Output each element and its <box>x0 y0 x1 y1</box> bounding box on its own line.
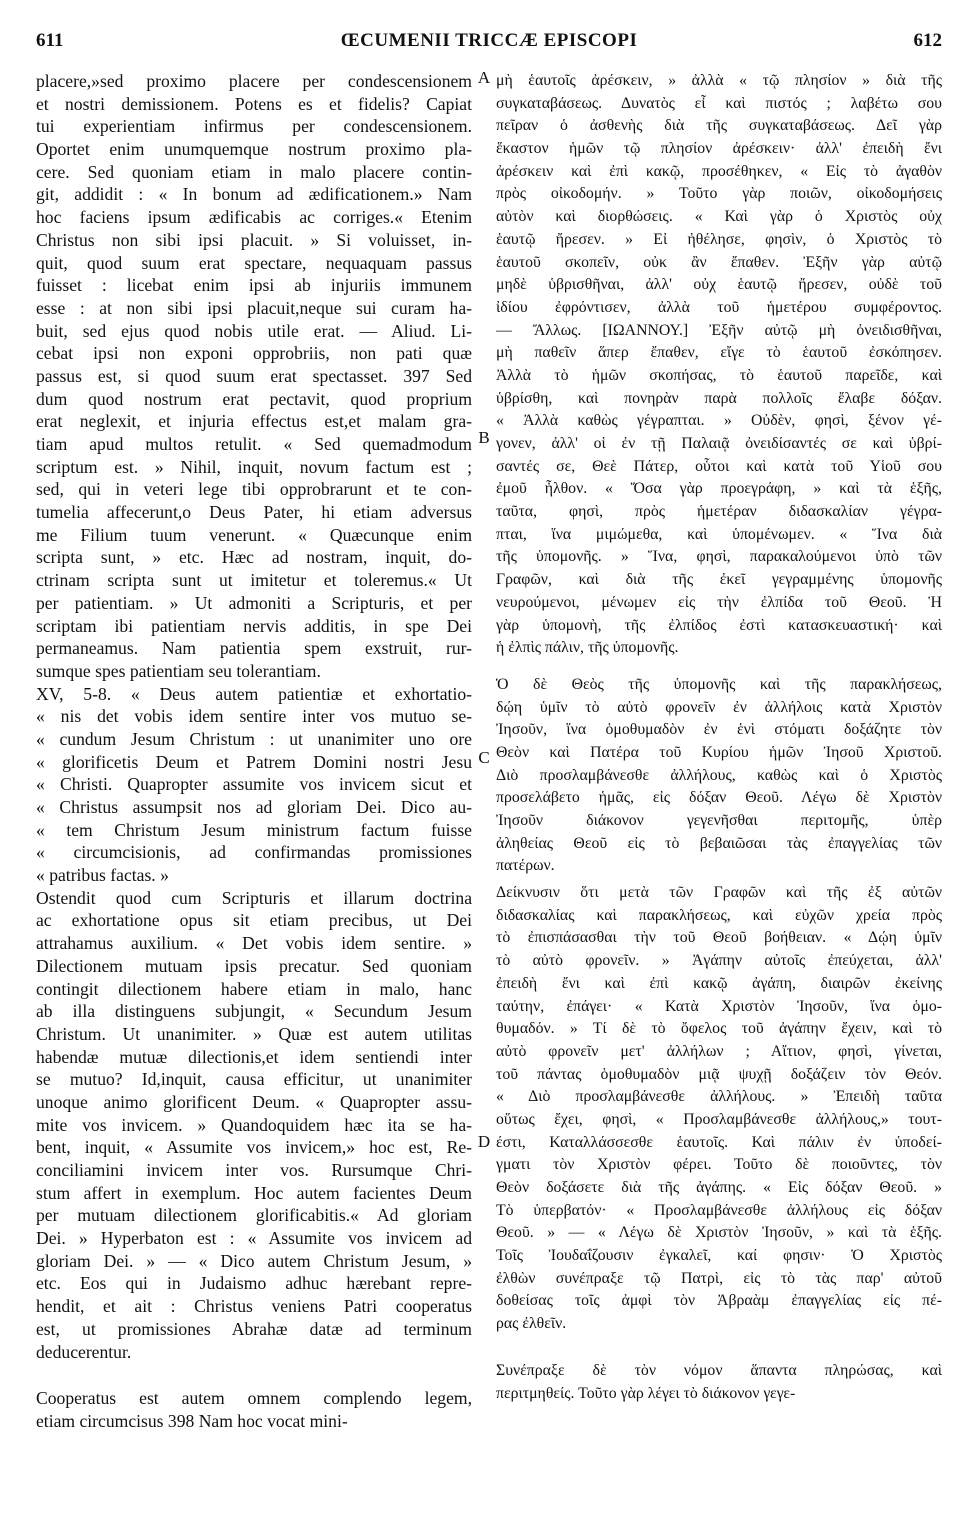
text-line: scripta sunt, » etc. Hæc ad nostram, inquit, do- <box>36 547 472 568</box>
text-line: ἰδίου ἐφρόντισεν, ἀλλὰ τοῦ ἡμετέρου συμφέροντος. <box>496 298 942 316</box>
text-line: mite vos invicem. » Quandoquidem hæc ita se ha- <box>36 1114 472 1135</box>
text-line: sed, qui in veteri lege tibi opprobrarunt et te con- <box>36 479 472 500</box>
latin-block-1 <box>36 70 472 683</box>
text-line: ταύτην, ἐπάγει· « Κατὰ Χριστὸν Ἰησοῦν, ἵνα ὁμο- <box>496 997 942 1015</box>
text-line: πται, ἵνα μιμώμεθα, καὶ ὑπομένωμεν. « Ἵνα διὰ <box>496 525 942 543</box>
greek-block-gap-1 <box>496 660 942 674</box>
text-line: se mutuo? Id,inquit, causa efficitur, ut unanimiter <box>36 1069 472 1090</box>
latin-column <box>36 70 472 1433</box>
text-line: ἐλθὼν συνέπραξε τῷ Πατρὶ, εἰς τὸ τὰς παρ' αὐτοῦ <box>496 1269 942 1287</box>
text-line: ctrinam scripta sunt ut imitetur et toleremus.« Ut <box>36 570 472 591</box>
text-line: ἑαυτοῦ σκοπεῖν, οὐκ ἂν ἔπαθεν. Ἐξῆν γὰρ αὐτῷ <box>496 253 942 271</box>
text-line: gloriam Dei. » — « Dico autem Christum Jesum, » <box>36 1250 472 1271</box>
text-line: Τοῖς Ἰουδαΐζουσιν ἐγκαλεῖ, καί φησιν· Ὁ Χριστὸς <box>496 1247 942 1265</box>
text-line: συγκαταβάσεως. Δυνατὸς εἶ καὶ πιστός ; λαβέτω σου <box>496 94 942 112</box>
text-line: etiam circumcisus 398 Nam hoc vocat mini- <box>36 1410 348 1431</box>
text-line: per patientiam. » Ut admoniti a Scripturis, et per <box>36 592 472 613</box>
text-line: scriptum est. » Nihil, inquit, novum factum est ; <box>36 456 472 477</box>
text-line: πατέρων. <box>496 857 555 875</box>
text-line: ὑβρίσθη, καὶ πονηρὰν παρὰ πολλοῖς ἔλαβε δόξαν. <box>496 389 942 407</box>
page-number-left: 611 <box>36 30 64 51</box>
text-line: attrahamus auxilium. « Det vobis idem sentire. » <box>36 933 472 954</box>
text-line: Διὸ προσλαμβάνεσθε ἀλλήλους, καθὼς καὶ ὁ Χριστὸς <box>496 766 942 784</box>
text-line: Θεὸν καὶ Πατέρα τοῦ Κυρίου ἡμῶν Ἰησοῦ Χριστοῦ. <box>496 743 942 761</box>
text-line: μὴ παθεῖν ἅπερ ἔπαθεν, εἴγε τὸ ἑαυτοῦ ἐσκόπησεν. <box>496 344 942 362</box>
text-line: etc. Eos qui in Judaismo adhuc hærebant repre- <box>36 1273 472 1294</box>
latin-block-2 <box>36 683 472 1364</box>
text-line: Συνέπραξε δὲ τὸν νόμον ἅπαντα πληρώσας, καὶ <box>496 1361 942 1379</box>
text-line: τὸ αὐτὸ φρονεῖν. » Ἀγάπην αὐτοῖς ἐπεύχεται, ἀλλ' <box>496 952 942 970</box>
text-line: πεῖραν ὁ ἀσθενὴς διὰ τῆς συγκαταβάσεως. Δεῖ γὰρ <box>496 117 942 135</box>
running-header <box>36 30 942 58</box>
text-line: ταῦτα, φησὶ, πρὸς ἡμετέραν διδασκαλίαν γέγρα- <box>496 503 942 521</box>
text-line: cere. Sed quoniam etiam in malo placere contin- <box>36 161 472 182</box>
text-line: unoque animo glorificent Deum. « Quapropter assu- <box>36 1091 472 1112</box>
greek-block-4 <box>496 1360 942 1405</box>
text-line: « glorificetis Deum et Patrem Domini nostri Jesu <box>36 751 472 772</box>
text-line: erat neglexit, et injuria effectus est,et malam gra- <box>36 411 472 432</box>
text-line: « Διὸ προσλαμβάνεσθε ἀλλήλους. » Ἐπειδὴ ταῦτα <box>496 1088 942 1106</box>
text-line: σαντές σε, Θεὲ Πάτερ, οὗτοι καὶ κατὰ τοῦ Υἱοῦ σου <box>496 457 942 475</box>
text-line: sumque spes patientiam seu tolerantiam. <box>36 660 321 681</box>
text-line: — Ἄλλως. [ΙΩΑΝΝΟΥ.] Ἐξῆν αὐτῷ μὴ ὀνειδισθῆναι, <box>496 321 942 339</box>
text-line: hoc faciens ipsum ædificabis ac corriges.« Etenim <box>36 207 472 228</box>
text-line: esse : at non sibi ipsi placuit,neque sui curam ha- <box>36 297 472 318</box>
text-line: buit, sed ejus quod nobis utile erat. — Aliud. Li- <box>36 320 472 341</box>
text-line: Christum. Ut unanimiter. » Quæ est autem utilitas <box>36 1023 472 1044</box>
text-line: αὐτὸν καὶ διορθώσεις. « Καὶ γὰρ ὁ Χριστὸς οὐχ <box>496 208 942 226</box>
text-line: Ἀλλὰ τὸ ἡμῶν σκοπήσας, τὸ ἑαυτοῦ παρεῖδε, καὶ <box>496 366 942 384</box>
text-line: Τὸ ὑπερβατόν· « Προσλαμβάνεσθε ἀλλήλους εἰς δόξαν <box>496 1201 942 1219</box>
text-line: τῆς ὑπομονῆς. » Ἵνα, φησὶ, παρακαλούμενοι ὑπὸ τῶν <box>496 548 942 566</box>
marker-d: D <box>477 1132 491 1151</box>
marker-b: B <box>478 428 490 447</box>
marker-a: A <box>477 68 491 87</box>
text-line: « circumcisionis, ad confirmandas promissiones <box>36 842 472 863</box>
text-line: « patribus factas. » <box>36 865 169 886</box>
text-line: τοῦ πάντας ὁμοθυμαδὸν μιᾷ ψυχῇ δοξάζειν τὸν Θεόν. <box>496 1065 942 1083</box>
greek-block-gap-3 <box>496 1336 942 1360</box>
text-line: passus est, si quod suum erat spectasset. 397 Sed <box>36 365 472 386</box>
text-line: δοθείσας τοῖς ἀμφὶ τὸν Ἀβραὰμ ἐπαγγελίας εἰς πέ- <box>496 1292 942 1310</box>
text-line: quit, quod suum erat spectare, nequaquam passus <box>36 252 472 273</box>
text-line: Ostendit quod cum Scripturis et illarum doctrina <box>36 887 472 908</box>
text-line: οὕτως ἔχει, φησὶ, « Προσλαμβάνεσθε ἀλλήλους,» τουτ- <box>496 1110 942 1128</box>
text-line: « cundum Jesum Christum : ut unanimiter uno ore <box>36 728 472 749</box>
text-line: et nostri demissionem. Potens es et fidelis? Capiat <box>36 93 472 114</box>
greek-column <box>496 70 942 1405</box>
text-line: permaneamus. Nam patientia spem exstruit, rur- <box>36 638 472 659</box>
text-line: cebat ipsi non exponi opprobriis, non pati quæ <box>36 343 472 364</box>
text-line: ἀρέσκειν καὶ ἐπὶ κακῷ, προσέθηκεν, « Εἰς τὸ ἀγαθὸν <box>496 162 942 180</box>
text-line: αὐτὸ φρονεῖν μετ' ἀλλήλων ; Αἴτιον, φησὶ, γίνεται, <box>496 1042 942 1060</box>
text-line: θυμαδόν. » Τί δὲ τὸ ὄφελος τοῦ ἀγάπην ἔχειν, καὶ τὸ <box>496 1020 942 1038</box>
text-line: placere,»sed proximo placere per condescensionem <box>36 71 472 91</box>
text-line: deducerentur. <box>36 1341 132 1362</box>
text-line: bent, inquit, « Assumite vos invicem,» hoc est, Re- <box>36 1137 472 1158</box>
text-line: ἀληθείας Θεοῦ εἰς τὸ βεβαιῶσαι τὰς ἐπαγγελίας τῶν <box>496 834 942 852</box>
text-line: έστι, Καταλλάσσεσθε ἑαυτοῖς. Καὶ πάλιν ἐν ὑποδεί- <box>496 1133 942 1151</box>
text-line: scriptam ibi patientiam nervis additis, in spe Dei <box>36 615 472 636</box>
marker-c: C <box>478 748 490 767</box>
text-line: προσελάβετο ἡμᾶς, εἰς δόξαν Θεοῦ. Λέγω δὲ Χριστὸν <box>496 789 942 807</box>
text-line: per mutuam dilectionem glorificabitis.« Ad gloriam <box>36 1205 472 1226</box>
text-line: Ἰησοῦν διάκονον γεγενῆσθαι περιτομῆς, ὑπὲρ <box>496 812 942 829</box>
text-line: ἡ ἐλπὶς πάλιν, τῆς ὑπομονῆς. <box>496 639 679 657</box>
text-line: δῴη ὑμῖν τὸ αὐτὸ φρονεῖν ἐν ἀλλήλοις κατὰ Χριστὸν <box>496 698 942 716</box>
text-line: γματι τὸν Χριστὸν φέρει. Τοῦτο δὲ ποιοῦντες, τὸν <box>496 1156 942 1174</box>
text-line: tiam apud multos retulit. « Sed quemadmodum <box>36 434 472 454</box>
text-line: « Ἀλλὰ καθὼς γέγραπται. » Οὐδὲν, φησὶ, ξένον γέ- <box>496 412 942 430</box>
text-line: tui experientiam infirmus per condescensionem. <box>36 116 472 137</box>
greek-block-1 <box>496 70 942 660</box>
text-line: est, ut promissiones Abrahæ datæ ad terminum <box>36 1318 472 1339</box>
text-line: conciliamini invicem inter vos. Rursumque Chri- <box>36 1160 472 1180</box>
text-line: ab illa distinguens subjungit, « Secundum Jesum <box>36 1001 472 1022</box>
text-line: ac exhortatione opus sit etiam precibus, ut Dei <box>36 910 472 931</box>
text-line: Ὁ δὲ Θεὸς τῆς ὑπομονῆς καὶ τῆς παρακλήσεως, <box>496 675 942 693</box>
page-number-right: 612 <box>913 30 942 51</box>
text-line: Christus non sibi ipsi placuit. » Si voluisset, in- <box>36 229 472 250</box>
text-line: hendit, et ait : Christus veniens Patri cooperatus <box>36 1296 472 1317</box>
text-line: « Christus assumpsit nos ad gloriam Dei. Dico au- <box>36 797 472 817</box>
text-line: Cooperatus est autem omnem complendo legem, <box>36 1388 472 1409</box>
text-line: habendæ mutuæ dilectionis,et idem sentiendi inter <box>36 1046 472 1067</box>
text-line: Dei. » Hyperbaton est : « Assumite vos invicem ad <box>36 1228 472 1249</box>
text-line: μηδὲ ὑβρισθῆναι, ἀλλ' οὐχ ἑαυτῷ ἤρεσεν, οὐδὲ τοῦ <box>496 276 942 294</box>
text-line: Ἰησοῦν, ἵνα ὁμοθυμαδὸν ἐν ἑνὶ στόματι δοξάζητε τὸν <box>496 721 942 739</box>
text-line: Oportet enim unumquemque nostrum proximo pla- <box>36 139 472 160</box>
text-line: ρας ἐλθεῖν. <box>496 1315 567 1333</box>
text-line: ἐμοῦ ἦλθον. « Ὅσα γὰρ προεγράφη, » καὶ τὰ ἑξῆς, <box>496 480 942 498</box>
text-line: git, addidit : « In bonum ad ædificationem.» Nam <box>36 184 472 205</box>
text-line: Δείκνυσιν ὅτι μετὰ τῶν Γραφῶν καὶ τῆς ἐξ αὐτῶν <box>496 884 942 902</box>
text-line: μὴ ἑαυτοῖς ἀρέσκειν, » ἀλλὰ « τῷ πλησίον » διὰ τῆς <box>496 72 942 89</box>
text-line: XV, 5-8. « Deus autem patientiæ et exhortatio- <box>36 683 472 704</box>
text-line: περιτμηθείς. Τοῦτο γὰρ λέγει τὸ διάκονον γεγε- <box>496 1384 796 1402</box>
text-line: πρὸς οἰκοδομήν. » Τοῦτο γὰρ ποιῶν, οἰκοδομήσεις <box>496 185 942 203</box>
latin-block-gap <box>36 1363 472 1387</box>
greek-block-3 <box>496 882 942 1336</box>
running-title: ŒCUMENII TRICCÆ EPISCOPI <box>340 30 638 51</box>
text-line: τὸ ἐπισπάσασθαι τὴν τοῦ Θεοῦ βοήθειαν. « Δῴη ὑμῖν <box>496 929 942 947</box>
text-line: Γραφῶν, καὶ διὰ τῆς ἐκεῖ γεγραμμένης ὑπομονῆς <box>496 571 942 589</box>
text-line: tumelia affecerunt,o Deus Pater, hi etiam adversus <box>36 502 472 523</box>
text-line: Dilectionem mutuam ipsis precatur. Sed quoniam <box>36 955 472 976</box>
text-line: me Filium tuum venerunt. « Quæcunque enim <box>36 524 472 545</box>
text-line: « nis det vobis idem sentire inter vos mutuo se- <box>36 706 472 727</box>
text-line: νευρούμενοι, μένωμεν εἰς τὴν ἐλπίδα τοῦ Θεοῦ. Ἡ <box>496 593 942 611</box>
text-line: dum quod nostrum erat pectavit, quod proprium <box>36 388 472 409</box>
text-line: fuisset : licebat enim ipsi ab injuriis immunem <box>36 275 472 296</box>
text-line: contingit dilectionem habere etiam in malo, hanc <box>36 978 472 999</box>
text-line: ἕκαστον ἡμῶν τῷ πλησίον ἀρέσκειν· ἀλλ' ἐπειδὴ ἔνι <box>496 140 942 158</box>
greek-block-2 <box>496 674 942 878</box>
text-line: stum affert in exemplum. Hoc autem facientes Deum <box>36 1182 472 1203</box>
text-line: διδασκαλίας καὶ παρακλήσεως, καὶ εὐχῶν χρεία πρὸς <box>496 906 942 924</box>
text-line: γονεν, ἀλλ' οἱ ἐν τῇ Παλαιᾷ ὀνειδίσαντές σε καὶ ὑβρί- <box>496 435 942 452</box>
text-line: ἑαυτῷ ἤρεσεν. » Εἰ ἠθέλησε, φησὶν, ὁ Χριστὸς τὸ <box>496 230 942 248</box>
text-line: ἐπειδὴ ἔνι καὶ ἐπὶ κακῷ ἀγάπη, διαιρῶν ἐκείνης <box>496 974 942 992</box>
latin-block-3 <box>36 1387 472 1432</box>
text-line: « Christi. Quapropter assumite vos invicem sicut et <box>36 774 472 795</box>
text-line: γὰρ ὑπομονὴ, τῆς ἐλπίδος ἐστὶ κατασκευαστική· καὶ <box>496 616 942 634</box>
text-line: Θεοῦ. » — « Λέγω δὲ Χριστὸν Ἰησοῦν, » καὶ τὰ ἑξῆς. <box>496 1224 942 1242</box>
text-line: « tem Christum Jesum ministrum factum fuisse <box>36 819 472 840</box>
text-line: Θεὸν δοξάσετε διὰ τῆς ἀγάπης. « Εἰς δόξαν Θεοῦ. » <box>496 1179 942 1196</box>
